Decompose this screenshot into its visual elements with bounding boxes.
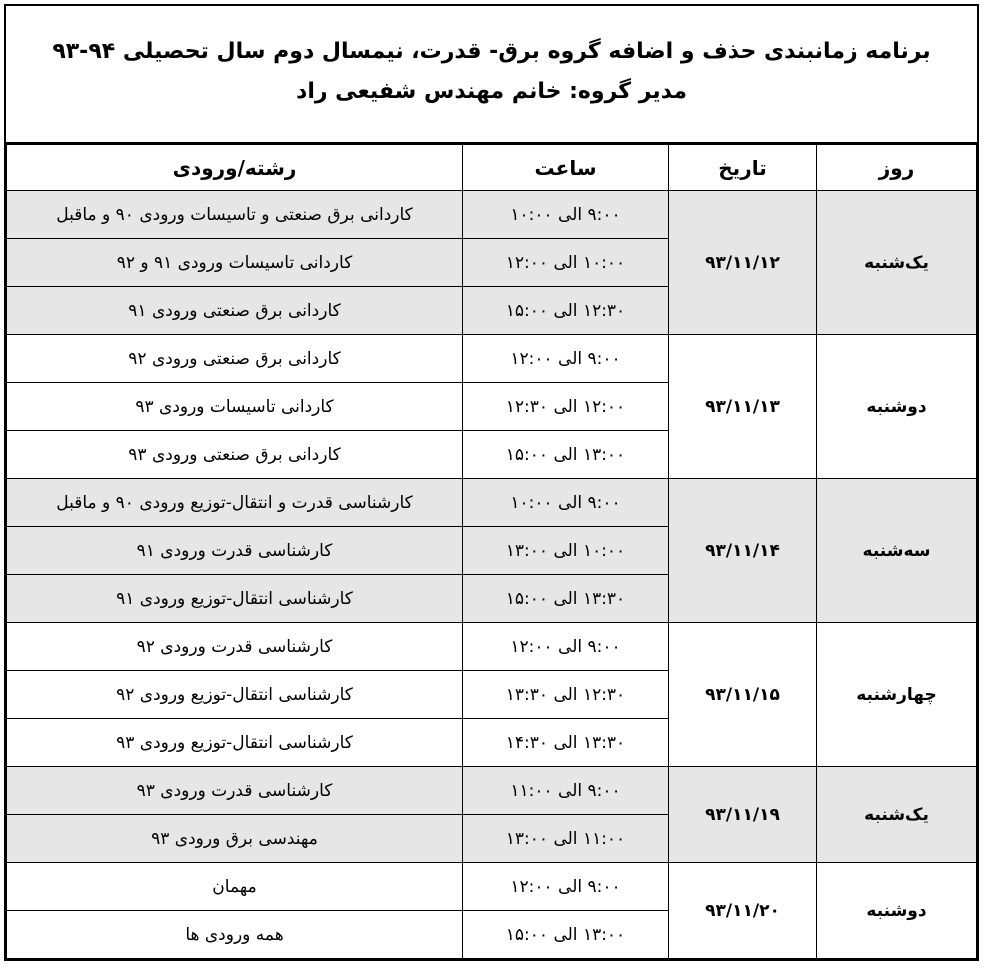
field-cell: کاردانی برق صنعتی ورودی ۹۳ — [7, 431, 463, 479]
field-cell: کارشناسی قدرت ورودی ۹۳ — [7, 767, 463, 815]
field-cell: کاردانی برق صنعتی ورودی ۹۱ — [7, 287, 463, 335]
field-cell: کاردانی برق صنعتی و تاسیسات ورودی ۹۰ و ماقبل — [7, 191, 463, 239]
time-cell: ۱۲:۳۰ الی ۱۳:۳۰ — [463, 671, 669, 719]
date-cell: ۹۳/۱۱/۱۲ — [669, 191, 817, 335]
time-cell: ۱۲:۳۰ الی ۱۵:۰۰ — [463, 287, 669, 335]
column-header-day: روز — [817, 145, 977, 191]
field-cell: کارشناسی انتقال-توزیع ورودی ۹۳ — [7, 719, 463, 767]
table-row — [7, 767, 977, 815]
time-cell: ۹:۰۰ الی ۱۰:۰۰ — [463, 191, 669, 239]
time-cell: ۱۱:۰۰ الی ۱۳:۰۰ — [463, 815, 669, 863]
document-header — [6, 6, 977, 144]
field-cell: کارشناسی قدرت ورودی ۹۲ — [7, 623, 463, 671]
day-cell: دوشنبه — [817, 863, 977, 959]
field-cell: کاردانی تاسیسات ورودی ۹۳ — [7, 383, 463, 431]
field-cell: کارشناسی قدرت و انتقال-توزیع ورودی ۹۰ و ماقبل — [7, 479, 463, 527]
field-cell: کارشناسی انتقال-توزیع ورودی ۹۲ — [7, 671, 463, 719]
date-cell: ۹۳/۱۱/۱۵ — [669, 623, 817, 767]
column-header-time: ساعت — [463, 145, 669, 191]
time-cell: ۱۰:۰۰ الی ۱۳:۰۰ — [463, 527, 669, 575]
time-cell: ۱۳:۰۰ الی ۱۵:۰۰ — [463, 911, 669, 959]
field-cell: همه ورودی ها — [7, 911, 463, 959]
time-cell: ۱۳:۳۰ الی ۱۴:۳۰ — [463, 719, 669, 767]
time-cell: ۱۰:۰۰ الی ۱۲:۰۰ — [463, 239, 669, 287]
time-cell: ۹:۰۰ الی ۱۰:۰۰ — [463, 479, 669, 527]
column-header-date: تاریخ — [669, 145, 817, 191]
date-cell: ۹۳/۱۱/۱۴ — [669, 479, 817, 623]
time-cell: ۹:۰۰ الی ۱۱:۰۰ — [463, 767, 669, 815]
time-cell: ۱۲:۰۰ الی ۱۲:۳۰ — [463, 383, 669, 431]
schedule-document — [4, 4, 979, 961]
schedule-body — [7, 191, 977, 959]
day-cell: سه‌شنبه — [817, 479, 977, 623]
date-cell: ۹۳/۱۱/۲۰ — [669, 863, 817, 959]
time-cell: ۹:۰۰ الی ۱۲:۰۰ — [463, 863, 669, 911]
field-cell: مهندسی برق ورودی ۹۳ — [7, 815, 463, 863]
day-cell: یک‌شنبه — [817, 767, 977, 863]
day-cell: دوشنبه — [817, 335, 977, 479]
table-row — [7, 335, 977, 383]
time-cell: ۹:۰۰ الی ۱۲:۰۰ — [463, 623, 669, 671]
field-cell: مهمان — [7, 863, 463, 911]
field-cell: کارشناسی قدرت ورودی ۹۱ — [7, 527, 463, 575]
table-row — [7, 623, 977, 671]
day-cell: چهارشنبه — [817, 623, 977, 767]
field-cell: کاردانی تاسیسات ورودی ۹۱ و ۹۲ — [7, 239, 463, 287]
date-cell: ۹۳/۱۱/۱۳ — [669, 335, 817, 479]
group-manager: مدیر گروه: خانم مهندس شفیعی راد — [296, 79, 687, 104]
schedule-table — [6, 144, 977, 959]
time-cell: ۹:۰۰ الی ۱۲:۰۰ — [463, 335, 669, 383]
field-cell: کاردانی برق صنعتی ورودی ۹۲ — [7, 335, 463, 383]
field-cell: کارشناسی انتقال-توزیع ورودی ۹۱ — [7, 575, 463, 623]
date-cell: ۹۳/۱۱/۱۹ — [669, 767, 817, 863]
table-row — [7, 191, 977, 239]
table-row — [7, 863, 977, 911]
table-header-row — [7, 145, 977, 191]
day-cell: یک‌شنبه — [817, 191, 977, 335]
document-title: برنامه زمانبندی حذف و اضافه گروه برق- قدرت، نیمسال دوم سال تحصیلی ۹۴-۹۳ — [52, 39, 931, 64]
time-cell: ۱۳:۳۰ الی ۱۵:۰۰ — [463, 575, 669, 623]
table-row — [7, 479, 977, 527]
column-header-field: رشته/ورودی — [7, 145, 463, 191]
time-cell: ۱۳:۰۰ الی ۱۵:۰۰ — [463, 431, 669, 479]
